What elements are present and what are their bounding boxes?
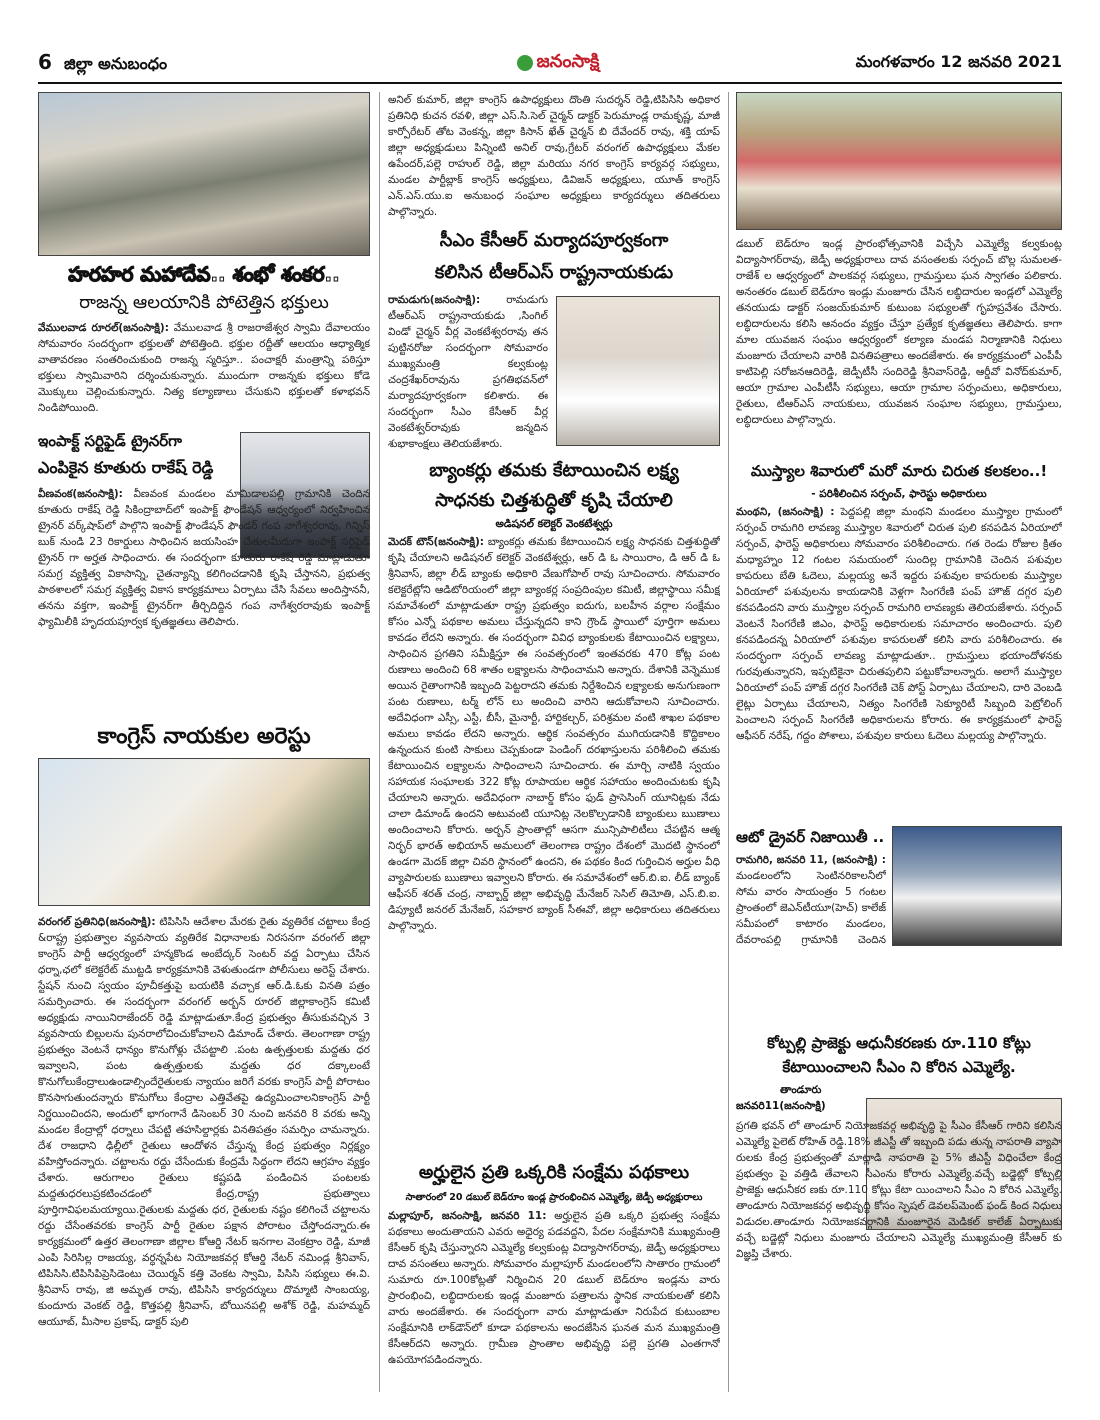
congress-dateline: వరంగల్ ప్రతినిధి(జనంసాక్షి): bbox=[38, 916, 156, 928]
tiger-body bbox=[736, 504, 1062, 816]
temple-subhead: రాజన్న ఆలయానికి పోటెత్తిన భక్తులు bbox=[79, 292, 329, 313]
auto-body-top bbox=[736, 852, 886, 946]
temple-text: వేములవాడ శ్రీ రాజరాజేశ్వర స్వామి దేవాలయం సోమవారం సందర్భంగా భక్తులతో పోటెత్తింది. భక్తుల రద్దీతో ఆలయం ఆధ్యాత్మిక వాతావరణం సంతరించుకుంది రాజన్న స్మరిస్తూ.. పంచాక్షరీ మంత్రాన్ని పఠిస్తూ భక్తులు స్వామివారిని దర్శించుకున్నారు. ముందుగా రాజన్నకు భక్తులు కోడె మొక్కులు చెల్లించుకున్నారు. నిత్య కల్యాణాలు చేసుకుని భక్తులతో కళాభవన్ నిండిపోయింది. bbox=[38, 322, 370, 414]
cm-headline-line2: కలిసిన టీఆర్ఎస్ రాష్ట్రనాయకుడు bbox=[434, 262, 674, 283]
bank-headline-line2: సాధనకు చిత్తశుద్ధితో కృషి చేయాలి bbox=[435, 490, 673, 511]
welfare-text: అర్హులైన ప్రతి ఒక్కరి ప్రభుత్వ సంక్షేమ పథకాలు అందుతాయని ఎవరు అధైర్య పడవద్దని, పేదల సంక్షేమానికి ముఖ్యమంత్రి కేసీఆర్ కృషి చేస్తున్నారని ఎమ్మెల్యే కల్వకుంట్ల విద్యాసాగర్‌రావు, జెడ్పీ అధ్యక్షురాలు దావ వసంతలు అన్నారు. సోమవారం మల్లాపూర్ మండలంలోని సాతారం గ్రామంలో సుమారు రూ.100కోట్లతో నిర్మించిన 20 డబుల్ బెడ్‌రూం ఇండ్లను వారు ప్రారంభించి, లబ్ధిదారులకు ఇండ్ల మంజూరు పత్రాలను స్థానిక నాయకులతో కలిసి వారు అందజేశారు. ఈ సందర్భంగా వారు మాట్లాడుతూ నిరుపేద కుటుంబాల సంక్షేమానికి లాక్‌డౌన్‌లో కూడా పథకాలను అందజేసిన ఘనత మన ముఖ్యమంత్రి కేసీఆర్‌దని అన్నారు. గ్రామీణ ప్రాంతాల అభివృద్ధి పల్లె ప్రగతి ఎంతగానో ఉపయోగపడిందన్నారు. bbox=[388, 1210, 720, 1366]
leaf-icon bbox=[517, 55, 533, 71]
column-divider-1 bbox=[379, 92, 380, 1392]
tiger-headline: ముస్త్యాల శివారులో మరో మారు చిరుత కలకలం..! bbox=[750, 462, 1048, 480]
congress-headline: కాంగ్రెస్ నాయకుల అరెస్టు bbox=[97, 724, 311, 749]
welfare-kicker: సాతారంలో 20 డబుల్ బెడ్‌రూం ఇండ్ల ప్రారంభించిన ఎమ్మెల్యే, జెడ్పీ అధ్యక్షురాలు bbox=[405, 1192, 703, 1203]
kotpally-headline-line1: కోట్పల్లి ప్రాజెక్టు ఆధునీకరణకు రూ.110 కోట్లు bbox=[767, 1034, 1031, 1052]
welfare-body bbox=[388, 1208, 720, 1392]
masthead bbox=[38, 44, 1062, 84]
impact-dateline: వీణవంక(జనంసాక్షి): bbox=[38, 488, 123, 500]
auto-text: మండలంలోని సెంటినరికాలనీలో సోమ వారం సాయంత్రం 5 గంటల ప్రాంతంలో జెఎన్‌టీయూ(హెచ్) కాలేజ్ సమీపంలో కాటారం మండలం, దేవరాంపల్లి గ్రామానికి చెందిన bbox=[736, 870, 886, 946]
welfare-headline: అర్హులైన ప్రతి ఒక్కరికి సంక్షేమ పథకాలు bbox=[418, 1162, 690, 1183]
cm-text: రామడుగు టీఆర్ఎస్ రాష్ట్రనాయకుడు ,సింగిల్ విండో చైర్మన్ వీర్ల వెంకటేశ్వరరావు తన పుట్టినరోజు సందర్భంగా సోమవారం ముఖ్యమంత్రి కల్వకుంట్ల చంద్రశేఖర్‌రావును ప్రగతిభవన్‌లో మర్యాదపూర్వకంగా కలిశారు. ఈ సందర్భంగా సీఎం కేసీఆర్ వీర్ల వెంకటేశ్వర్‌రావుకు జన్మదిన శుభాకాంక్షలు తెలియజేశారు. bbox=[388, 294, 548, 450]
tiger-byline: - పరిశీలించిన సర్పంచ్, ఫారెస్టు అధికారులు bbox=[811, 488, 987, 500]
kotpally-place: తాండూరు bbox=[780, 1084, 822, 1096]
temple-dateline: వేములవాడ రూరల్(జనంసాక్షి): bbox=[38, 322, 169, 334]
bank-body bbox=[388, 534, 720, 1154]
cm-headline-line1: సీఎం కేసీఆర్ మర్యాదపూర్వకంగా bbox=[439, 230, 669, 251]
section-title: జిల్లా అనుబంధం bbox=[64, 54, 168, 73]
kotpally-headline-line2: కేటాయించాలని సీఎం ని కోరిన ఎమ్మెల్యే. bbox=[782, 1058, 1016, 1076]
issue-date: మంగళవారం 12 జనవరి 2021 bbox=[855, 52, 1062, 71]
bank-text: బ్యాంకర్లు తమకు కేటాయించిన లక్ష్య సాధనకు చిత్తశుద్ధితో కృషి చేయాలని అడిషనల్ కలెక్టర్ వెంకటేశ్వర్లు, ఆర్ డి ఓ సాయిరాం, డి ఆర్ డి ఓ శ్రీనివాస్, జిల్లా లీడ్ బ్యాంకు అధికారి వేణుగోపాల్ రావు సూచించారు. సోమవారం కలెక్టరేట్లోని ఆడిటోరియంలో జిల్లా బ్యాంకర్ల సంప్రదింపుల కమిటీ, జిల్లాస్థాయి సమీక్ష సమావేశంలో మాట్లాడుతూ రాష్ట్ర ప్రభుత్వం ఐదుగు, బలహీన వర్గాల సంక్షేమం కోసం ఎన్నో పథకాల అమలు చేస్తున్నదని కాని గ్రౌండ్ స్థాయిలో పూర్తిగా అమలు కావడం లేదని అన్నారు. ఈ సందర్భంగా వివిధ బ్యాంకులకు కేటాయించిన లక్ష్యాలు, సాధించిన ప్రగతిని సమీక్షిస్తూ ఈ సంవత్సరంలో ఇంతవరకు 470 కోట్ల పంట రుణాలు అందించి 68 శాతం లక్ష్యాలను సాధించామని అన్నారు. దేశానికి వెన్నెముక అయిన రైతాంగానికి ఇబ్బంది పెట్టరాదని తమకు నిర్దేశించిన లక్ష్యాలకు అనుగుణంగా పంట రుణాలు, టర్మ్ లోన్ లు అందించి వారిని ఆదుకోవాలని సూచించారు. అదేవిధంగా ఎస్సీ, ఎస్టీ, బీసీ, మైనార్టీ, హార్టికల్చర్, పరిశ్రమల వంటి శాఖల పథకాల అమలు కావడం లేదని అన్నారు. ఆర్థిక సంవత్సరం ముగియడానికి కొద్దికాలం ఉన్నందున కుంటి సాకులు చెప్పకుండా పెండింగ్ దరఖాస్తులను పరిశీలించి తమకు కేటాయించిన లక్ష్యాలను సాధించాలని సూచించారు. ఈ మార్చి నాటికి స్వయం సహాయక సంఘాలకు 322 కోట్ల రూపాయల ఆర్థిక సహాయం అందించుటకు కృషి చేయాలని అన్నారు. అదేవిధంగా నాబార్డ్ కోసం ఫుడ్ ప్రాసెసింగ్ యూనిట్లకు నేడు చాలా డిమాండ్ ఉందని అటువంటి యూనిట్ల నెలకొల్పడానికి బ్యాంకులు ఋణాలు అందించాలని కోరారు. అర్బన్ ప్రాంతాల్లో ఆసగా మున్సిపాలిటీలు చేపట్టిన ఆత్మ నిర్భర్ భారత్ అభియాన్ అమలులో తెలంగాణ రాష్ట్రం దేశంలో మొదటి స్థానంలో ఉండగా మెదక్ జిల్లా చివరి స్థానంలో ఉందని, ఈ పథకం కింద గుర్తించిన అర్హుల వీధి వ్యాపారులకు ఋణాలు ఇవ్వాలని కోరారు. ఈ సమావేశంలో ఆర్.బి.ఐ. లీడ్ బ్యాంక్ ఆఫీసర్ శరత్ చంద్ర, నాబ్బార్డ్ జిల్లా అభివృద్ధి మేనేజర్ సెసిల్ తిమోతి, ఎస్.బి.ఐ. డిప్యూటీ జనరల్ మేనేజర్, సహకార బ్యాంక్ సీఈవో, జిల్లా అధికారులు తదితరులు పాల్గొన్నారు. bbox=[388, 536, 720, 932]
kotpally-body: ప్రగతి భవన్ లో తాండూర్ నియోజకవర్గ అభివృద్ధి పై సీఎం కేసీఆర్ గారిని కలిసిన ఎమ్మెల్యే పైలెట్ రోహిత్ రెడ్డి.18% జీఎస్టీ తో ఇబ్బంది పడు తున్న నాపరాతి వ్యాపా రులకు కేంద్ర ప్రభుత్వంతో మాట్లాడి నాపరాతి పై 5% జీఎస్టీ విధించేలా కేంద్ర ప్రభుత్వం పై వత్తిడి తేవాలని సీఎంను కోరారు ఎమ్మెల్యే.వచ్చే బడ్జెట్లో కోట్పల్లి ప్రాజెక్టు ఆధునీకర ణకు రూ.110 కోట్లు కేటా యించాలని సీఎం ని కోరిన ఎమ్మెల్యే. తాండూరు నియోజకవర్గ అభివృద్ధి కోసం స్పెషల్ డెవలప్‌మెంట్ ఫండ్ కింద నిధులు విడుదల.తాండూరు నియోజకవర్గానికి మంజూరైన మెడికల్ కాలేజ్ ఏర్పాటుకు వచ్చే బడ్జెట్లో నిధులు మంజూరు చేయాలని ఎమ్మెల్యే ముఖ్యమంత్రి కేసీఆర్ కు విజ్ఞప్తి చేశారు. bbox=[736, 1120, 1062, 1260]
logo-text: జనంసాక్షి bbox=[536, 50, 600, 72]
impact-text: వీణవంక మండలం మామిడాలపల్లి గ్రామానికి చెందిన కూతురు రాకేష్ రెడ్డి సికింద్రాబాద్‌లో ఇంపాక్ట్ ఫౌండేషన్ ఆధ్వర్యంలో నిర్వహించిన ట్రైనర్ వర్క్‌షాప్‌లో పాల్గొని ఇంపాక్ట్ ఫౌండేషన్ ఫౌండర్ గంప నాగేశ్వరరావు, గిన్నిస్ బుక్ నుండి 23 రికార్డులు సాధించిన జయసింహ చేతులమీదుగా ఇంపాక్ట్ సర్టిఫైడ్ ట్రైనర్ గా అర్హత సాధించారు. ఈ సందర్భంగా కూతురు రాకేష్ రెడ్డి మాట్లాడుతూ సమగ్ర వ్యక్తిత్వ వికాసాన్ని, చైతన్యాన్ని కలిగించడానికి కృషి చేస్తానని, ప్రభుత్వ పాఠశాలలో సమగ్ర వ్యక్తిత్వ వికాస కార్యక్రమాలు ఏర్పాటు చేసి సేవలు అందిస్తాననీ, తనను వక్తగా, ఇంపాక్ట్ ట్రైనర్‌గా తీర్చిదిద్దిన గంప నాగేశ్వరరావుకు ఇంపాక్ట్ ఫ్యామిలీకి హృదయపూర్వక కృతజ్ఞతలు తెలిపారు. bbox=[38, 488, 370, 628]
tiger-dateline: మంథని, (జనంసాక్షి) : bbox=[736, 506, 835, 518]
impact-kicker: ఇంపాక్ట్ సర్టిఫైడ్ ట్రైనర్‌గా bbox=[38, 432, 182, 450]
impact-headline: ఎంపికైన కూతురు రాకేష్ రెడ్డి bbox=[38, 458, 214, 477]
bank-headline-line1: బ్యాంకర్లు తమకు కేటాయించిన లక్ష్య bbox=[429, 460, 679, 481]
cm-meeting-photo bbox=[556, 296, 720, 446]
temple-body bbox=[38, 320, 370, 424]
column-divider-2 bbox=[728, 92, 729, 1392]
auto-dateline: రామగిరి, జనవరి 11, (జనంసాక్షి) : bbox=[736, 854, 886, 866]
kotpally-dateline: జనవరి11(జనంసాక్షి) bbox=[736, 1100, 826, 1112]
temple-headline: హరహర మహాదేవ.. శంభో శంకర.. bbox=[68, 262, 340, 286]
temple-crowd-photo bbox=[38, 92, 370, 256]
congress-protest-photo bbox=[38, 758, 370, 906]
congress-continued: అనిల్ కుమార్, జిల్లా కాంగ్రెస్ ఉపాధ్యక్షులు దొంతి సుదర్శన్ రెడ్డి,టిపిసిసి అధికార ప్రతినిధి కుచన రవళి, జిల్లా ఎస్.సి.సెల్ చైర్మన్ డాక్టర్ పెరుమాండ్ల రామకృష్ణ, మాజీ కార్పోరేటర్ తోట వెంకన్న, జిల్లా కిసాన్ ఖేత్ చైర్మన్ బి దేవేందర్ రావు, శక్తి యాప్ జిల్లా అధ్యక్షుడులు పిన్నింటి అనిల్ రావు,గ్రేటర్ వరంగల్ ఉపాధ్యక్షులు మేకల ఉపేందర్,పల్లె రాహుల్ రెడ్డి, జిల్లా మరియు నగర కాంగ్రెస్ కార్యవర్గ సభ్యులు, మండల పార్టీబ్లాక్ కాంగ్రెస్ అధ్యక్షులు, డివిజన్ అధ్యక్షులు, యూత్ కాంగ్రెస్ ఎన్.ఎస్.యు.ఐ అనుబంధ సంఘాల అధ్యక్షులు కార్యదర్శులు తదితరులు పాల్గొన్నారు. bbox=[388, 94, 720, 218]
impact-body bbox=[38, 486, 370, 716]
cm-dateline: రామడుగు(జనంసాక్షి): bbox=[388, 294, 481, 306]
cm-body bbox=[388, 292, 548, 450]
tiger-text: పెద్దపల్లి జిల్లా మంథని మండలం ముస్త్యాల గ్రామంలో సర్పంచ్ రామగిరి లావణ్య ముస్త్యాల శివారులో చిరుత పులి కనపడిన ఏరియాలో సర్పంచ్, ఫారెస్ట్ అధికారులు సోమవారం పరిశీలించారు. గత రెండు రోజుల క్రితం మధ్యాహ్నం 12 గంటల సమయంలో సుందిల్ల గ్రామానికి చెందిన పశువుల కాపరులు బేతి ఓదెలు, మల్లయ్య అనే ఇద్దరు పశువుల కాపరులకు ముస్త్యాల ఏరియాలో పశువులను కాయడానికి వెళ్లగా సింగరేణి పంప్ హౌజ్ దగ్గర పులి కనపడిందని వారు ముస్త్యాల సర్పంచ్ రామగిరి లావణ్యకు తెలియజేశారు. సర్పంచ్ వెంటనే సింగరేణి జిఎం, ఫారెస్ట్ అధికారులకు సమాచారం అందించారు. పులి కనపడిందన్న ఏరియాలో పశువుల కాపరులతో కలిసి వారు పరిశీలించారు. ఈ సందర్భంగా సర్పంచ్ లావణ్య మాట్లాడుతూ.. గ్రామస్తులు భయాందోళనకు గురవుతున్నారని, ఇప్పటికైనా చిరుతపులిని పట్టుకోవాలన్నారు. అలాగే ముస్త్యాల ఏరియాలో పంప్ హౌజ్ దగ్గర సింగరేణి చెక్ పోస్ట్ ఏర్పాటు చేయాలని, దారి వెంబడి లైట్లు ఏర్పాటు చేయాలని, నిత్యం సింగరేణి సెక్యూరిటీ సిబ్బంది పెట్రోలింగ్ పెంచాలని సర్పంచ్ సింగరేణి అధికారులను కోరారు. ఈ కార్యక్రమంలో ఫారెస్ట్ ఆఫీసర్ నరేష్, గద్దం పోశాలు, పశువుల కారులు ఓదెలు మల్లయ్య పాల్గొన్నారు. bbox=[736, 506, 1062, 742]
housing-inauguration-photo bbox=[736, 92, 1062, 230]
bank-byline: అడిషనల్ కలెక్టర్ వెంకటేశ్వర్లు bbox=[495, 518, 613, 530]
welfare-dateline: మల్లాపూర్, జనంసాక్షి, జనవరి 11: bbox=[388, 1210, 547, 1222]
page-number: 6 bbox=[38, 50, 52, 74]
newspaper-logo bbox=[498, 46, 618, 80]
auto-driver-photo bbox=[892, 826, 1062, 946]
congress-text: టిపిసిసి ఆదేశాల మేరకు రైతు వ్యతిరేక చట్టాలు కేంద్ర &రాష్ట్ర ప్రభుత్వాల వ్యవసాయ వ్యతిరేక విధానాలకు నిరసనగా వరంగల్ జిల్లా కాంగ్రెస్ పార్టీ ఆధ్వర్యంలో హన్మకొండ అంబేద్కర్ సెంటర్ వద్ద ఏర్పాటు చేసిన ధర్నా,ఛలో కలెక్టరేట్ ముట్టడి కార్యక్రమానికి వెళుతుండగా పోలీసులు అరెస్ట్ చేశారు. స్టేషన్ నుంచి స్వయం పూచీకత్తుపై బయటికి వచ్చాక ఆర్.డి.ఓకు వినతి పత్రం సమర్పించారు. ఈ సందర్భంగా వరంగల్ అర్బన్ రూరల్ జిల్లాకాంగ్రెస్ కమిటీ అధ్యక్షుడు నాయినిరాజేందర్ రెడ్డి మాట్లాడుతూ.కేంద్ర ప్రభుత్వం తీసుకువచ్చిన 3 వ్యవసాయ బిల్లులను పునరాలోచించుకోవాలని డిమాండ్ చేశారు. తెలంగాణా రాష్ట్ర ప్రభుత్వం వెంటనే ధాన్యం కొనుగోళ్లు చేపట్టాలి .పంట ఉత్పత్తులకు మద్దతు ధర ఇవ్వాలని, పంట ఉత్పత్తులకు మద్దతు ధర దక్కాలంటే కొనుగోలుకేంద్రాలుఉండాల్సిందేరైతులకు న్యాయం జరిగే వరకు కాంగ్రెస్ పార్టీ పోరాటం కొనసాగుతుందన్నారు కొనుగోలు కేంద్రాల ఎత్తివేతపై ఉద్యమించాలనికాంగ్రెస్ పార్టీ నిర్ణయించిందని, అందులో భాగంగానే డిసెంబర్ 30 నుంచి జనవరి 8 వరకు అన్ని మండల కేంద్రాల్లో ధర్నాలు చేపట్టి తహసిల్దార్లకు వినతిపత్రం సమర్పిం చామన్నారు. దేశ రాజధాని ఢిల్లీలో రైతులు ఆందోళన చేస్తున్న కేంద్ర ప్రభుత్వం నిర్లక్ష్యం వహిస్తోందన్నారు. చట్టాలను రద్దు చేసేందుకు కేంద్రమే సిద్ధంగా లేదని ఆగ్రహం వ్యక్తం చేశారు. ఆరుగాలం రైతులు కష్టపడి పండించిన పంటలకు మద్దతుధరలుప్రకటించడంలో కేంద్ర,రాష్ట్ర ప్రభుత్వాలు పూర్తిగావిఫలమయ్యాయి.రైతులకు మద్దతు ధర, రైతులకు నష్టం కలిగించే చట్టాలను రద్దు చేసేంతవరకు కాంగ్రెస్ పార్టీ రైతుల పక్షాన పోరాటం చేస్తోందన్నారు.ఈ కార్యక్రమంలో ఉత్తర తెలంగాణా జిల్లాల కోఆర్డి నేటర్ ఇనగాల వెంకట్రాం రెడ్డి, మాజీ ఎంపి సిరిసిల్ల రాజయ్య, వర్ధన్నపేట నియోజకవర్గ కోఆర్డి నేటర్ నమిండ్ల శ్రీనివాస్, టిపిసిసి.టిపిసిపిప్రెసిడెంటు చెయిర్మన్ కత్తి వెంకట స్వామి, పిసిసి సభ్యులు ఈ.వి. శ్రీనివాస్ రావు, జి అమృత రావు, టిపిసిసి కార్యదర్శులు దొమ్మాటి సాంబయ్య, కుందూరు వెంకట్ రెడ్డి, కొత్తపల్లి శ్రీనివాస్, బోయినపల్లి అశోక్ రెడ్డి, మహమ్మద్ ఆయూబ్, మీసాల ప్రకాష్, డాక్టర్ పులి bbox=[38, 916, 370, 1328]
congress-body bbox=[38, 914, 370, 1392]
welfare-continued: డబుల్ బెడ్‌రూం ఇండ్ల ప్రారంభోత్సవానికి విచ్చేసి ఎమ్మెల్యే కల్వకుంట్ల విద్యాసాగర్‌రావు, జెడ్పీ అధ్యక్షురాలు దావ వసంతలకు సర్పంచ్ బొల్ల సుమలత-రాజేశ్ ల ఆధ్వర్యంలో పాలకవర్గ సభ్యులు, గ్రామస్తులు ఘన స్వాగతం పలికారు. అనంతరం డబుల్ బెడ్‌రూం ఇండ్లు మంజూరు చేసిన లబ్ధిదారుల ఇండ్లలో ఎమ్మెల్యే తనయుడు డాక్టర్ సంజయ్‌కుమార్ కుటుంబ సభ్యులతో గృహప్రవేశం చేసారు. లబ్ధిదారులను కలిసి ఆనందం వ్యక్తం చేస్తూ ప్రత్యేక కృతజ్ఞతలు తెలిపారు. కాగా మాల యువజన సంఘం ఆధ్వర్యంలో కల్యాణ మండప నిర్మాణానికి నిధులు మంజూరు చేయాలని వారికి వినతిపత్రాలు అందజేశారు. ఈ కార్యక్రమంలో ఎంపీపీ కాటిపెల్లి సరోజనఆదిరెడ్డి, జెడ్పీటీసీ సందిరెడ్డి శ్రీనివాస్‌రెడ్డి, ఆర్డీవో వినోద్‌కుమార్, ఆయా గ్రామాల ఎంపీటీసీ సభ్యులు, ఆయా గ్రామాల సర్పంచులు, అధికారులు, రైతులు, టీఆర్ఎస్ నాయకులు, యువజన సంఘాల సభ్యులు, గ్రామస్తులు, లబ్ధిదారులు పాల్గొన్నారు. bbox=[736, 238, 1062, 426]
auto-headline: ఆటో డ్రైవర్ నిజాయితీ .. bbox=[736, 828, 885, 846]
bank-dateline: మెదక్ టౌన్(జనంసాక్షి): bbox=[388, 536, 484, 548]
